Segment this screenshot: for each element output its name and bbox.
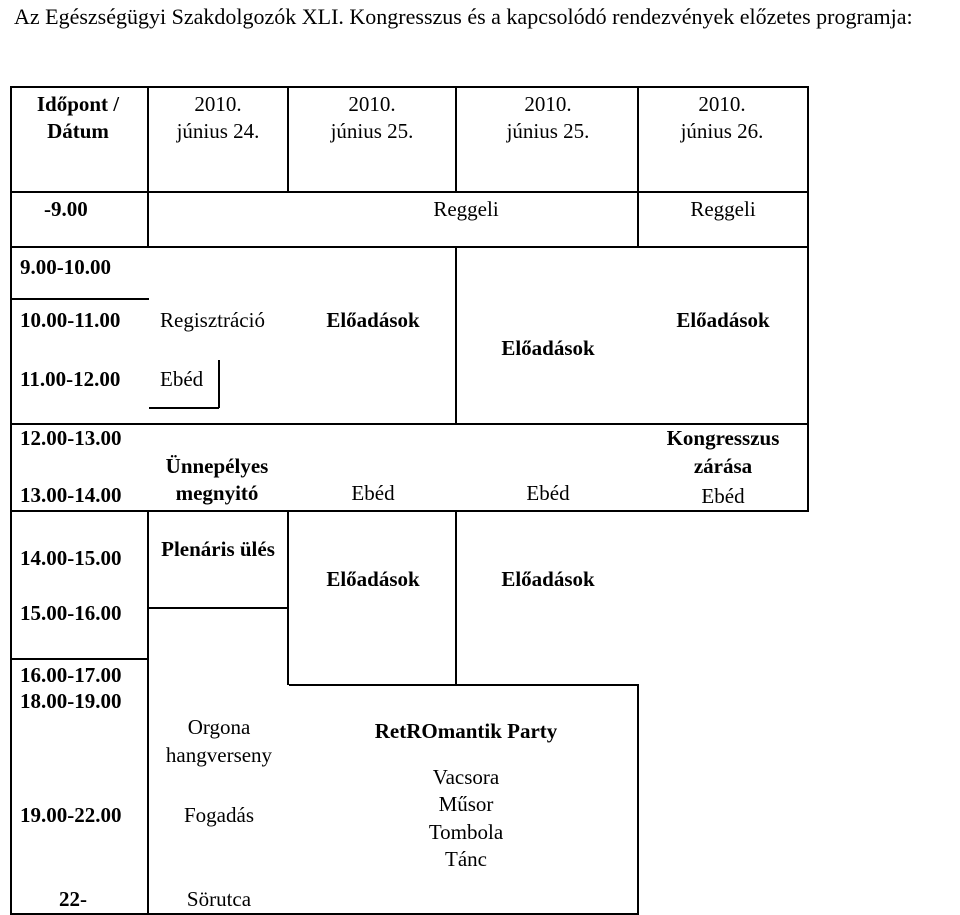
header-day2-date: június 25. [330,119,414,143]
time-slot: -9.00 [44,197,88,221]
document-title: Az Egészségügyi Szakdolgozók XLI. Kongresszus és a kapcsolódó rendezvények előzetes programja: [14,4,913,29]
grid-line [149,607,289,609]
header-day1-year: 2010. [194,92,242,116]
header-day3-date: június 25. [506,119,590,143]
grid-line [455,246,457,424]
event-unnepelyes-megnyito: megnyitó [175,481,259,505]
event-eloadasok: Előadások [326,567,420,591]
event-ebed: Ebéd [701,484,745,508]
event-orgona-hangverseny: hangverseny [165,743,273,767]
grid-line [455,86,457,192]
event-reggeli: Reggeli [433,197,499,221]
event-eloadasok: Előadások [326,308,420,332]
time-slot: 10.00-11.00 [20,308,121,332]
header-day2-year: 2010. [348,92,396,116]
grid-line [10,86,12,915]
event-ebed: Ebéd [351,481,395,505]
event-eloadasok: Előadások [501,567,595,591]
event-sorutca: Sörutca [186,887,252,911]
time-slot: 18.00-19.00 [20,689,122,713]
party-item: Tánc [445,847,487,871]
time-slot: 16.00-17.00 [20,663,122,687]
event-regisztracio: Regisztráció [160,308,265,332]
time-slot: 15.00-16.00 [20,601,122,625]
time-slot: 19.00-22.00 [20,803,122,827]
header-day4-year: 2010. [698,92,746,116]
grid-line [218,360,220,408]
event-eloadasok: Előadások [501,336,595,360]
header-time-line2: Dátum [47,119,109,143]
event-plenaris-ules: Plenáris ülés [161,537,275,561]
grid-line [10,510,809,512]
header-day3-year: 2010. [524,92,572,116]
grid-line [10,246,809,248]
grid-line [455,510,457,685]
event-retromantik-party: RetROmantik Party [374,719,558,743]
grid-line [807,86,809,512]
party-item: Műsor [438,792,494,816]
grid-line [10,191,809,193]
event-kongresszus-zarasa: zárása [693,454,753,478]
time-slot: 22- [59,887,87,911]
grid-line [10,298,149,300]
event-ebed: Ebéd [160,367,204,391]
grid-line [287,86,289,192]
grid-line [637,684,639,915]
time-slot: 9.00-10.00 [20,255,111,279]
header-day1-date: június 24. [176,119,260,143]
header-time-line1: Időpont / [36,92,120,116]
time-slot: 14.00-15.00 [20,546,122,570]
event-unnepelyes-megnyito: Ünnepélyes [165,454,269,478]
event-eloadasok: Előadások [676,308,770,332]
event-ebed: Ebéd [526,481,570,505]
event-kongresszus-zarasa: Kongresszus [666,426,780,450]
grid-line [10,86,809,88]
event-fogadas: Fogadás [184,803,254,827]
grid-line [10,658,149,660]
event-orgona-hangverseny: Orgona [187,715,251,739]
time-slot: 12.00-13.00 [20,426,122,450]
grid-line [147,86,149,247]
grid-line [289,684,637,686]
grid-line [147,510,149,913]
grid-line [287,510,289,685]
time-slot: 11.00-12.00 [20,367,121,391]
event-reggeli: Reggeli [690,197,756,221]
party-item: Tombola [428,820,504,844]
party-item: Vacsora [432,765,500,789]
grid-line [149,407,219,409]
grid-line [637,86,639,247]
header-day4-date: június 26. [680,119,764,143]
time-slot: 13.00-14.00 [20,483,122,507]
